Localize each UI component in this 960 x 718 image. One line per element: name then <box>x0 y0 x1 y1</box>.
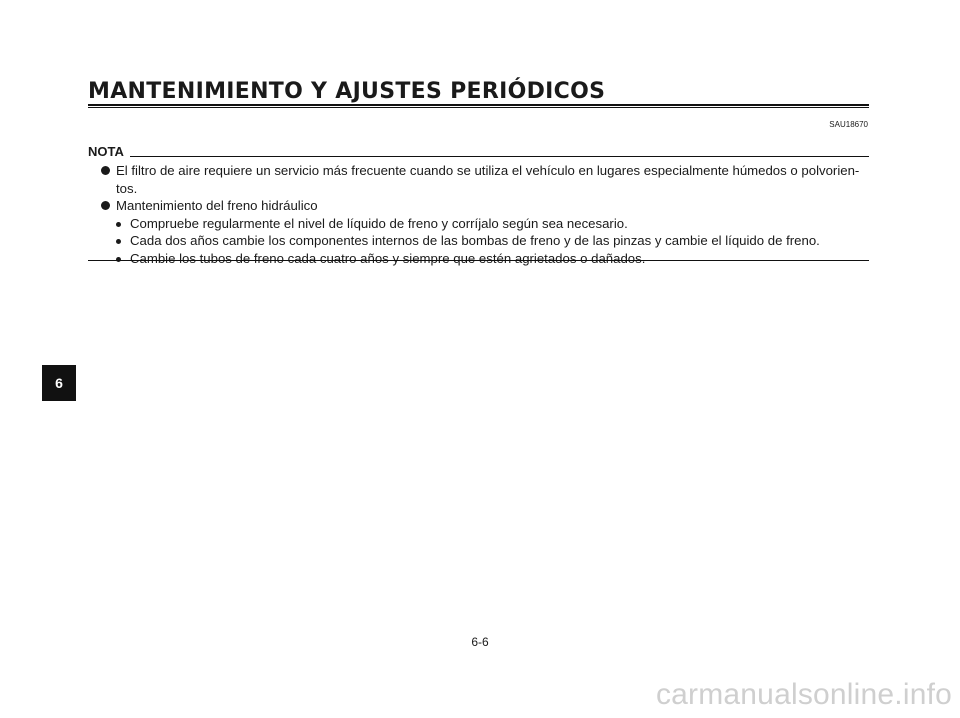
sub-list-item <box>100 232 869 250</box>
title-underline <box>88 104 869 108</box>
nota-header-line <box>130 156 869 157</box>
list-item-continuation: tos. <box>116 180 138 196</box>
list-item <box>100 197 869 215</box>
nota-header <box>88 144 869 160</box>
chapter-tab: 6 <box>42 365 76 401</box>
sub-bullet-dot <box>116 222 121 227</box>
sub-list-item-text: Cada dos años cambie los componentes internos de las bombas de freno y de las pinzas y cambie el líquido de freno. <box>130 233 820 248</box>
sub-list-item <box>100 215 869 233</box>
page-number: 6-6 <box>471 635 489 649</box>
list-item <box>100 162 869 197</box>
sub-bullet-dot <box>116 239 121 244</box>
sub-list-item <box>100 250 869 268</box>
document-code: SAU18670 <box>829 120 868 129</box>
nota-bottom-rule <box>88 260 869 261</box>
bullet-dot <box>101 166 110 175</box>
sub-list-item-text: Cambie los tubos de freno cada cuatro años y siempre que estén agrietados o dañados. <box>130 250 646 266</box>
list-item-text: El filtro de aire requiere un servicio más frecuente cuando se utiliza el vehículo en lugares especialmente húmedos o polvorien- <box>116 163 860 178</box>
nota-list <box>100 162 869 267</box>
list-item-text: Mantenimiento del freno hidráulico <box>116 198 318 213</box>
watermark: carmanualsonline.info <box>655 678 952 711</box>
nota-label: NOTA <box>88 144 124 159</box>
sub-list-item-text: Compruebe regularmente el nivel de líquido de freno y corríjalo según sea necesario. <box>130 215 628 231</box>
bullet-dot <box>101 201 110 210</box>
page-title: MANTENIMIENTO Y AJUSTES PERIÓDICOS <box>88 79 606 104</box>
